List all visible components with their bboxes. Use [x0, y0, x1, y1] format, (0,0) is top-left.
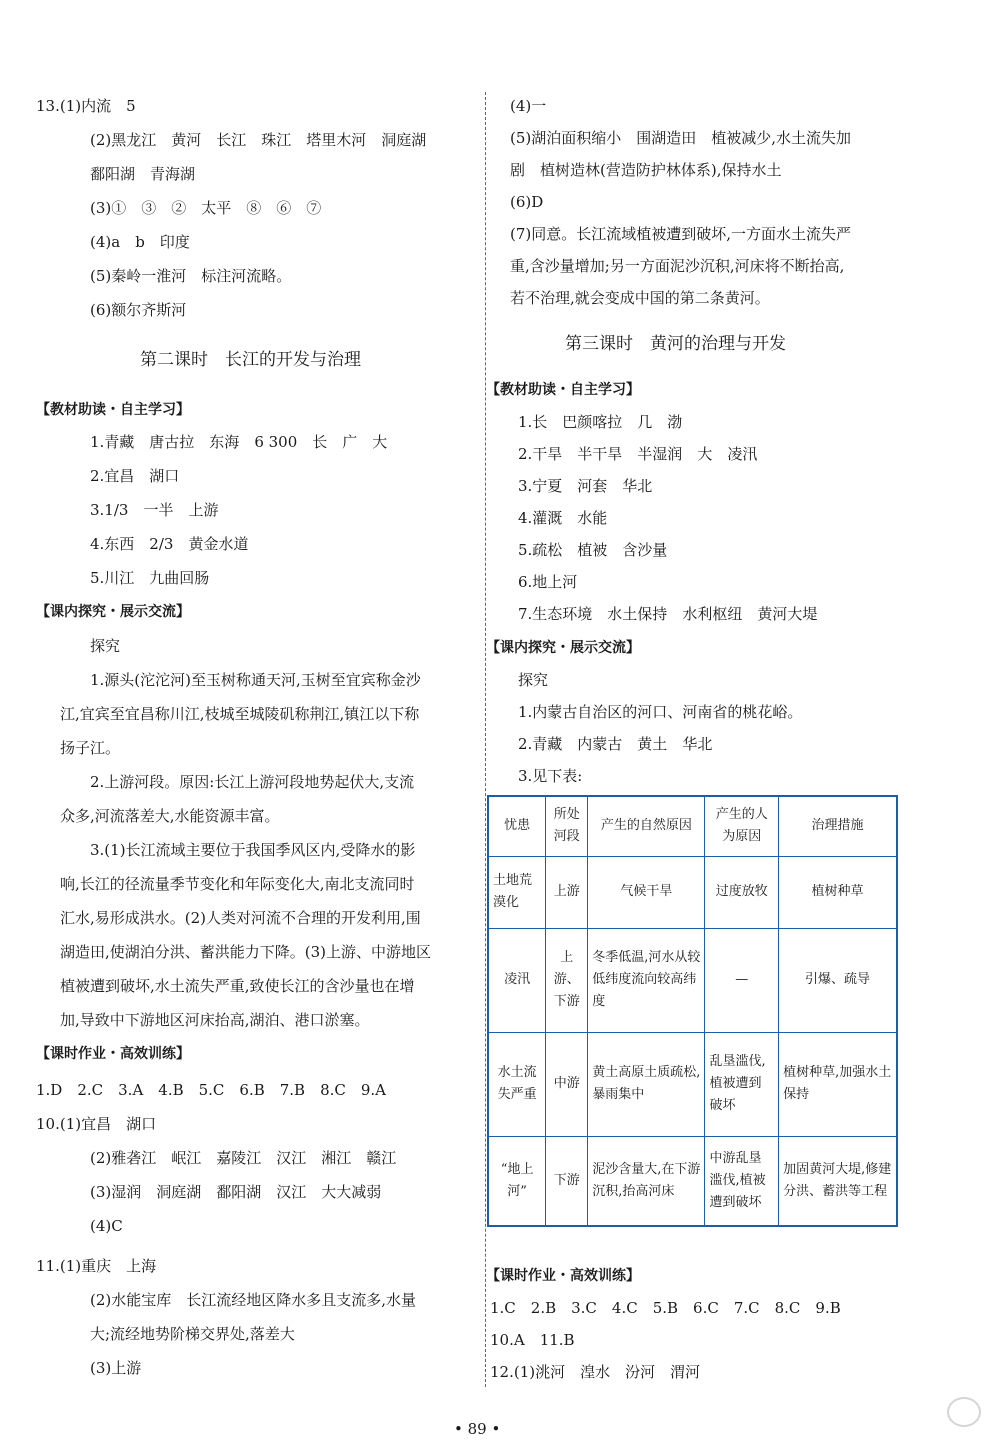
answer-line: 2.干旱 半干旱 半湿润 大 凌汛: [518, 445, 758, 463]
section-header: 【课时作业・高效训练】: [486, 1268, 640, 1284]
answer-line: 4.灌溉 水能: [518, 509, 608, 527]
answer-line: (4)一: [510, 97, 547, 115]
answer-line: 5.疏松 植被 含沙量: [518, 541, 668, 559]
answer-line: (3)湿润 洞庭湖 鄱阳湖 汉江 大大减弱: [90, 1183, 382, 1201]
answer-line: 鄱阳湖 青海湖: [90, 165, 196, 183]
answer-line: 11.(1)重庆 上海: [36, 1257, 157, 1275]
table-cell: “地上河”: [488, 1136, 546, 1226]
table-cell: 气候干旱: [588, 856, 705, 928]
answer-line: 7.生态环境 水土保持 水利枢纽 黄河大堤: [518, 605, 818, 623]
answer-line: 3.(1)长江流域主要位于我国季风区内,受降水的影: [90, 841, 416, 859]
table-cell: 冬季低温,河水从较低纬度流向较高纬度: [588, 928, 705, 1032]
answer-line: (6)额尔齐斯河: [90, 301, 187, 319]
page-number: • 89 •: [454, 1420, 501, 1438]
answer-line: 剧 植树造林(营造防护林体系),保持水土: [510, 161, 782, 179]
answer-line: (3)上游: [90, 1359, 142, 1377]
answer-line: (2)水能宝库 长江流经地区降水多且支流多,水量: [90, 1291, 417, 1309]
table-cell: 加固黄河大堤,修建分洪、蓄洪等工程: [779, 1136, 897, 1226]
answer-line: (6)D: [510, 193, 544, 211]
table-cell: 泥沙含量大,在下游沉积,抬高河床: [588, 1136, 705, 1226]
answer-line: 2.青藏 内蒙古 黄土 华北: [518, 735, 713, 753]
answer-line: 10.(1)宜昌 湖口: [36, 1115, 157, 1133]
lesson-title: 第三课时 黄河的治理与开发: [565, 334, 786, 354]
answer-line: (7)同意。长江流域植被遭到破坏,一方面水土流失严: [510, 225, 852, 243]
answer-line: 1.青藏 唐古拉 东海 6 300 长 广 大: [90, 433, 388, 451]
answer-line: 1.长 巴颜喀拉 几 渤: [518, 413, 683, 431]
answer-line: 湖造田,使湖泊分洪、蓄洪能力下降。(3)上游、中游地区: [60, 943, 432, 961]
table-row: [488, 1032, 897, 1136]
yellow-river-table: [487, 795, 898, 1227]
answer-line: 13.(1)内流 5: [36, 97, 136, 115]
table-row: [488, 928, 897, 1032]
answer-line: 若不治理,就会变成中国的第二条黄河。: [510, 289, 770, 307]
table-cell: 植树种草: [779, 856, 897, 928]
section-header: 【教材助读・自主学习】: [486, 382, 640, 398]
answer-line: 3.见下表:: [518, 767, 583, 785]
section-header: 【教材助读・自主学习】: [36, 402, 190, 418]
table-cell: 过度放牧: [705, 856, 779, 928]
table-cell: —: [705, 928, 779, 1032]
section-header: 【课内探究・展示交流】: [36, 604, 190, 620]
answer-line: (4)a b 印度: [90, 233, 190, 251]
answer-line: 2.上游河段。原因:长江上游河段地势起伏大,支流: [90, 773, 415, 791]
table-cell: 下游: [546, 1136, 588, 1226]
answer-line: 3.宁夏 河套 华北: [518, 477, 653, 495]
section-header: 【课内探究・展示交流】: [486, 640, 640, 656]
answer-line: 汇水,易形成洪水。(2)人类对河流不合理的开发利用,围: [60, 909, 421, 927]
column-divider: [485, 92, 486, 1387]
table-cell: 凌汛: [488, 928, 546, 1032]
answer-line: (5)秦岭一淮河 标注河流略。: [90, 267, 292, 285]
table-cell: 水土流失严重: [488, 1032, 546, 1136]
table-cell: 中游: [546, 1032, 588, 1136]
answer-line: 1.源头(沱沱河)至玉树称通天河,玉树至宜宾称金沙: [90, 671, 421, 689]
answer-line: 加,导致中下游地区河床抬高,湖泊、港口淤塞。: [60, 1011, 370, 1029]
answer-line: 植被遭到破坏,水土流失严重,致使长江的含沙量也在增: [60, 977, 415, 995]
answer-line: 众多,河流落差大,水能资源丰富。: [60, 807, 280, 825]
table-cell: 上游、下游: [546, 928, 588, 1032]
answer-line: 10.A 11.B: [490, 1331, 575, 1349]
table-header-cell: 所处河段: [546, 796, 588, 856]
answer-line: 大;流经地势阶梯交界处,落差大: [90, 1325, 295, 1343]
answer-line: 1.C 2.B 3.C 4.C 5.B 6.C 7.C 8.C 9.B: [490, 1299, 841, 1317]
table-cell: 土地荒漠化: [488, 856, 546, 928]
table-header-cell: 产生的自然原因: [588, 796, 705, 856]
table-cell: 上游: [546, 856, 588, 928]
table-cell: 乱垦滥伐,植被遭到破坏: [705, 1032, 779, 1136]
answer-line: 6.地上河: [518, 573, 578, 591]
table-header-cell: 治理措施: [779, 796, 897, 856]
answer-line: 响,长江的径流量季节变化和年际变化大,南北支流同时: [60, 875, 415, 893]
answer-line: (5)湖泊面积缩小 围湖造田 植被减少,水土流失加: [510, 129, 852, 147]
table-header-row: [488, 796, 897, 856]
lesson-title: 第二课时 长江的开发与治理: [140, 350, 361, 370]
watermark-logo: [842, 1392, 990, 1450]
answer-line: 1.内蒙古自治区的河口、河南省的桃花峪。: [518, 703, 803, 721]
table-row: [488, 1136, 897, 1226]
answer-line: (2)黑龙江 黄河 长江 珠江 塔里木河 洞庭湖: [90, 131, 427, 149]
section-header: 【课时作业・高效训练】: [36, 1046, 190, 1062]
answer-line: 5.川江 九曲回肠: [90, 569, 210, 587]
answer-line: 探究: [518, 671, 549, 689]
answer-line: 1.D 2.C 3.A 4.B 5.C 6.B 7.B 8.C 9.A: [36, 1081, 386, 1099]
answer-line: 2.宜昌 湖口: [90, 467, 180, 485]
answer-line: 江,宜宾至宜昌称川江,枝城至城陵矶称荆江,镇江以下称: [60, 705, 420, 723]
answer-line: (3)① ③ ② 太平 ⑧ ⑥ ⑦: [90, 199, 322, 217]
table-cell: 植树种草,加强水土保持: [779, 1032, 897, 1136]
answer-line: 重,含沙量增加;另一方面泥沙沉积,河床将不断抬高,: [510, 257, 845, 275]
table-header-cell: 忧患: [488, 796, 546, 856]
answer-line: 扬子江。: [60, 739, 121, 757]
answer-line: 4.东西 2/3 黄金水道: [90, 535, 249, 553]
table-cell: 引爆、疏导: [779, 928, 897, 1032]
table-row: [488, 856, 897, 928]
table-cell: 黄土高原土质疏松,暴雨集中: [588, 1032, 705, 1136]
answer-line: (2)雅砻江 岷江 嘉陵江 汉江 湘江 赣江: [90, 1149, 397, 1167]
table-header-cell: 产生的人为原因: [705, 796, 779, 856]
answer-line: 12.(1)洮河 湟水 汾河 渭河: [490, 1363, 701, 1381]
answer-line: 3.1/3 一半 上游: [90, 501, 219, 519]
answer-line: (4)C: [90, 1217, 123, 1235]
answer-line: 探究: [90, 637, 121, 655]
table-cell: 中游乱垦滥伐,植被遭到破坏: [705, 1136, 779, 1226]
